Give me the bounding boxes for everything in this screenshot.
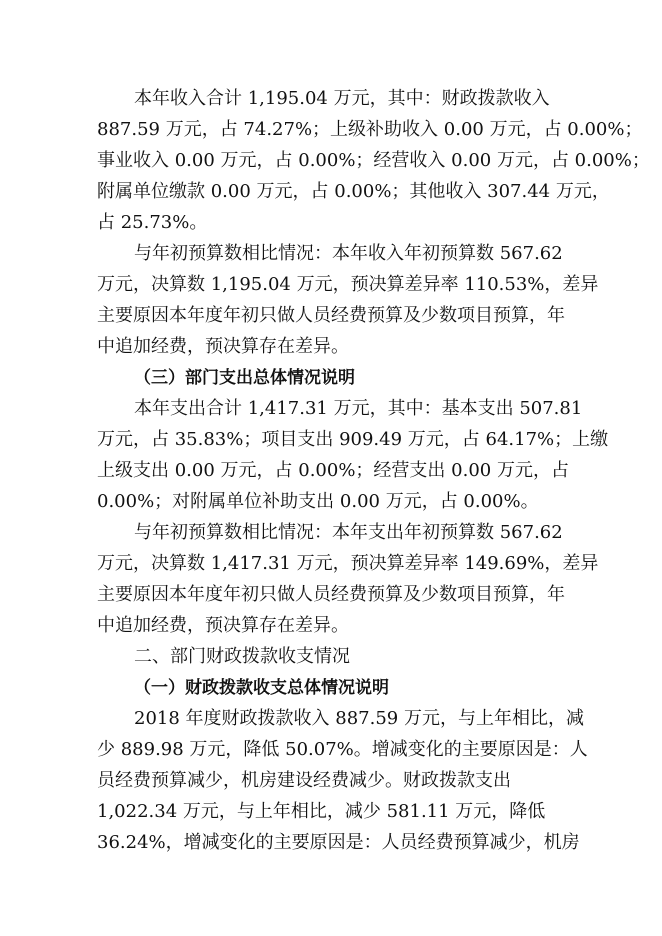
income-budget-paragraph-line-1: 与年初预算数相比情况：本年收入年初预算数 567.62 xyxy=(134,243,563,264)
expenditure-paragraph-line-3: 上级支出 0.00 万元，占 0.00%；经营支出 0.00 万元，占 xyxy=(97,460,569,481)
section-subheading-expenditure: （三）部门支出总体情况说明 xyxy=(134,368,355,388)
section-subheading-fiscal-overview: （一）财政拨款收支总体情况说明 xyxy=(134,678,389,698)
expenditure-budget-paragraph-line-2: 万元，决算数 1,417.31 万元，预决算差异率 149.69%，差异 xyxy=(97,553,599,574)
expenditure-paragraph-line-4: 0.00%；对附属单位补助支出 0.00 万元，占 0.00%。 xyxy=(97,491,539,512)
section-heading-fiscal-appropriation: 二、部门财政拨款收支情况 xyxy=(134,646,350,667)
income-paragraph-line-4: 附属单位缴款 0.00 万元，占 0.00%；其他收入 307.44 万元， xyxy=(97,181,610,202)
income-budget-paragraph-line-2: 万元，决算数 1,195.04 万元，预决算差异率 110.53%，差异 xyxy=(97,274,599,295)
fiscal-paragraph-line-5: 36.24%，增减变化的主要原因是：人员经费预算减少，机房 xyxy=(97,832,580,853)
fiscal-paragraph-line-4: 1,022.34 万元，与上年相比，减少 581.11 万元，降低 xyxy=(97,801,546,822)
fiscal-paragraph-line-1: 2018 年度财政拨款收入 887.59 万元，与上年相比，减 xyxy=(134,708,584,729)
expenditure-paragraph-line-1: 本年支出合计 1,417.31 万元，其中：基本支出 507.81 xyxy=(134,398,583,419)
fiscal-paragraph-line-2: 少 889.98 万元，降低 50.07%。增减变化的主要原因是：人 xyxy=(97,739,588,760)
fiscal-paragraph-line-3: 员经费预算减少，机房建设经费减少。财政拨款支出 xyxy=(97,770,511,791)
income-budget-paragraph-line-3: 主要原因本年度年初只做人员经费预算及少数项目预算，年 xyxy=(97,305,565,326)
income-budget-paragraph-line-4: 中追加经费，预决算存在差异。 xyxy=(97,336,349,357)
expenditure-budget-paragraph-line-4: 中追加经费，预决算存在差异。 xyxy=(97,615,349,636)
income-paragraph-line-1: 本年收入合计 1,195.04 万元，其中：财政拨款收入 xyxy=(134,88,550,109)
expenditure-budget-paragraph-line-3: 主要原因本年度年初只做人员经费预算及少数项目预算，年 xyxy=(97,584,565,605)
income-paragraph-line-2: 887.59 万元，占 74.27%；上级补助收入 0.00 万元，占 0.00%； xyxy=(97,119,643,140)
expenditure-paragraph-line-2: 万元，占 35.83%；项目支出 909.49 万元，占 64.17%；上缴 xyxy=(97,429,609,450)
income-paragraph-line-5: 占 25.73%。 xyxy=(97,212,208,233)
income-paragraph-line-3: 事业收入 0.00 万元，占 0.00%；经营收入 0.00 万元，占 0.00%； xyxy=(97,150,650,171)
expenditure-budget-paragraph-line-1: 与年初预算数相比情况：本年支出年初预算数 567.62 xyxy=(134,522,563,543)
